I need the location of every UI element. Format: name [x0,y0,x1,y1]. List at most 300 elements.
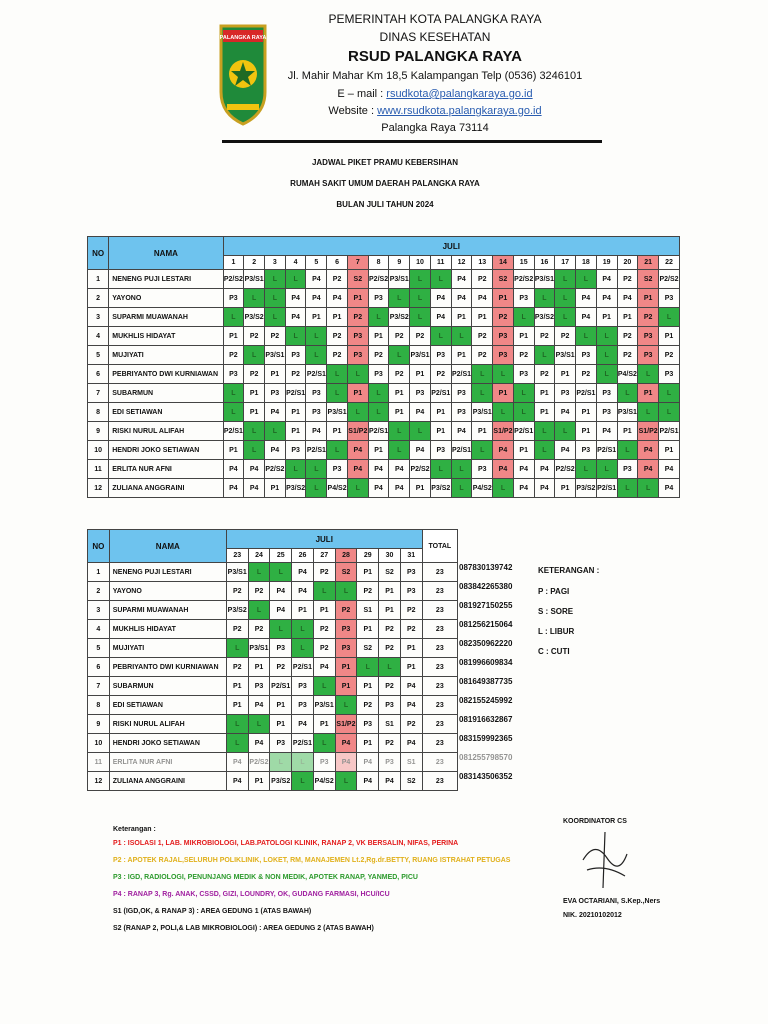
shift-cell: P2 [357,582,379,601]
shift-cell: L [306,327,327,346]
shift-cell: P4 [285,308,306,327]
row-no: 10 [88,441,109,460]
table-row [88,460,680,479]
day-header: 31 [400,549,422,563]
row-no: 4 [88,327,109,346]
shift-cell: P4 [335,753,357,772]
shift-cell: P4 [270,582,292,601]
shift-cell: P2/S1 [596,479,617,498]
day-header: 3 [265,256,286,270]
phone-number: 081256215064 [459,620,513,629]
shift-cell: L [430,327,451,346]
shift-cell: P3 [596,384,617,403]
shift-cell: P2/S2 [658,270,679,289]
shift-cell: P2 [226,658,248,677]
shift-cell: L [265,308,286,327]
day-header: 1 [223,256,244,270]
day-header: 12 [451,256,472,270]
shift-cell: P4 [617,289,638,308]
shift-cell: P4 [451,422,472,441]
shift-cell: P4 [576,308,597,327]
day-header: 19 [596,256,617,270]
shift-cell: L [638,403,659,422]
signature [575,830,630,890]
email-link[interactable]: rsudkota@palangkaraya.go.id [386,88,533,100]
shift-cell: P3 [638,346,659,365]
table-row [88,620,458,639]
table-row [88,601,458,620]
phone-number: 087830139742 [459,563,513,572]
shift-cell: P1 [534,384,555,403]
shift-cell: P2 [534,327,555,346]
shift-cell: P2/S1 [513,422,534,441]
shift-cell: L [576,270,597,289]
phone-number: 081996609834 [459,658,513,667]
phone-number: 083842265380 [459,582,513,591]
shift-cell: P4 [347,460,368,479]
shift-cell: P3 [368,365,389,384]
row-name: NENENG PUJI LESTARI [109,563,226,582]
doc-title-2: RUMAH SAKIT UMUM DAERAH PALANGKA RAYA [290,179,480,188]
row-total: 23 [422,772,457,791]
shift-cell: P3 [617,460,638,479]
shift-cell: P2 [226,582,248,601]
shift-cell: P2 [638,308,659,327]
shift-cell: L [617,441,638,460]
email-label: E – mail : [337,88,387,100]
row-name: NENENG PUJI LESTARI [109,270,223,289]
shift-cell: P2 [576,365,597,384]
shift-cell: P3 [223,365,244,384]
shift-cell: P2/S1 [451,365,472,384]
shift-cell: P3 [472,460,493,479]
shift-cell: P4 [389,460,410,479]
shift-cell: L [335,582,357,601]
shift-cell: P2/S2 [555,460,576,479]
shift-cell: L [265,422,286,441]
shift-cell: L [451,479,472,498]
phone-number: 082350962220 [459,639,513,648]
shift-cell: L [493,403,514,422]
shift-cell: P3 [576,441,597,460]
shift-cell: P3/S1 [248,639,270,658]
row-name: YAYONO [109,582,226,601]
shift-cell: P2 [617,346,638,365]
shift-cell: P3 [638,327,659,346]
shift-cell: P1 [410,479,431,498]
shift-cell: P2/S1 [576,384,597,403]
shift-cell: P1 [357,563,379,582]
schedule-table-1 [87,236,680,498]
row-name: PEBRIYANTO DWI KURNIAWAN [109,658,226,677]
shift-cell: L [270,563,292,582]
shift-cell: P1 [617,422,638,441]
shift-cell: L [389,289,410,308]
day-header: 20 [617,256,638,270]
shift-cell: S2 [638,270,659,289]
shift-cell: P1 [357,620,379,639]
shift-cell: P1 [226,696,248,715]
shift-cell: P1 [555,365,576,384]
shift-cell: L [430,270,451,289]
shift-cell: P3 [513,365,534,384]
row-total: 23 [422,601,457,620]
shift-cell: P4 [493,460,514,479]
col-header-month: JULI [226,530,422,549]
shift-cell: P1 [513,327,534,346]
row-no: 1 [88,563,110,582]
shift-cell: P2 [400,620,422,639]
row-name: SUBARMUN [109,384,223,403]
shift-cell: P4 [226,772,248,791]
shift-cell: L [555,422,576,441]
shift-cell: P2 [400,715,422,734]
shift-cell: L [285,460,306,479]
table-row [88,384,680,403]
shift-cell: L [335,696,357,715]
phone-number: 081649387735 [459,677,513,686]
shift-cell: P4 [430,308,451,327]
table-row [88,365,680,384]
shift-cell: P1 [430,422,451,441]
shift-cell: L [347,479,368,498]
shift-cell: P3/S1 [534,270,555,289]
shift-cell: P1 [327,422,348,441]
shift-cell: L [313,734,335,753]
shift-cell: L [389,441,410,460]
shift-cell: P2 [368,346,389,365]
table-row [88,696,458,715]
table-row [88,734,458,753]
shift-cell: P4 [410,441,431,460]
day-header: 15 [513,256,534,270]
shift-cell: L [410,422,431,441]
shift-cell: L [513,403,534,422]
letterhead-department: DINAS KESEHATAN [379,30,491,44]
shift-cell: P3/S2 [576,479,597,498]
shift-cell: P3 [270,734,292,753]
shift-cell: P3 [368,289,389,308]
shift-cell: P4/S2 [617,365,638,384]
shift-cell: P2/S2 [410,460,431,479]
shift-cell: P3 [513,289,534,308]
shift-cell: P3/S1 [617,403,638,422]
shift-cell: L [658,308,679,327]
shift-cell: P1 [389,384,410,403]
row-no: 10 [88,734,110,753]
row-no: 9 [88,422,109,441]
shift-cell: P2 [226,620,248,639]
shift-cell: P4 [285,289,306,308]
shift-cell: P1 [244,403,265,422]
shift-cell: P3 [451,403,472,422]
shift-cell: P1 [248,772,270,791]
shift-cell: P4 [265,441,286,460]
shift-cell: P4 [223,460,244,479]
shift-cell: P4 [313,658,335,677]
shift-cell: L [379,658,401,677]
shift-cell: P1 [313,601,335,620]
shift-cell: P3 [357,715,379,734]
shift-cell: P4 [306,289,327,308]
row-no: 7 [88,677,110,696]
table-row [88,677,458,696]
phone-number: 081255798570 [459,753,513,762]
shift-cell: P2 [248,620,270,639]
shift-cell: P2 [327,270,348,289]
shift-cell: P2 [430,365,451,384]
day-header: 16 [534,256,555,270]
shift-cell: P1 [265,365,286,384]
shift-cell: P2 [313,620,335,639]
shift-cell: P3 [306,384,327,403]
shift-cell: P3 [327,460,348,479]
shift-cell: L [292,620,314,639]
shift-cell: P4 [400,734,422,753]
shift-cell: P3 [285,441,306,460]
shift-cell: P4 [400,677,422,696]
shift-cell: P4 [327,289,348,308]
letterhead-postal: Palangka Raya 73114 [381,122,489,134]
day-header: 22 [658,256,679,270]
shift-cell: L [306,460,327,479]
shift-cell: L [313,582,335,601]
schedule-table-2 [87,529,458,791]
shift-cell: L [265,289,286,308]
letterhead-government: PEMERINTAH KOTA PALANGKA RAYA [328,12,542,26]
day-header: 28 [335,549,357,563]
row-total: 23 [422,658,457,677]
shift-cell: P2/S2 [248,753,270,772]
shift-cell: P3 [400,582,422,601]
website-link[interactable]: www.rsudkota.palangkaraya.go.id [377,105,542,117]
shift-cell: L [534,422,555,441]
shift-cell: L [658,384,679,403]
shift-cell: L [226,734,248,753]
shift-cell: P2 [534,365,555,384]
shift-cell: P3 [347,327,368,346]
day-header: 7 [347,256,368,270]
phone-number: 083143506352 [459,772,513,781]
shift-cell: L [576,460,597,479]
shift-cell: L [270,620,292,639]
shift-cell: P2 [472,327,493,346]
shift-cell: P4 [223,479,244,498]
row-total: 23 [422,639,457,658]
shift-cell: L [472,441,493,460]
shift-cell: P3/S1 [265,346,286,365]
shift-cell: P3/S1 [555,346,576,365]
shift-cell: P3/S2 [430,479,451,498]
table-row [88,772,458,791]
day-header: 18 [576,256,597,270]
shift-cell: P4 [430,289,451,308]
shift-cell: L [327,384,348,403]
shift-cell: P1 [223,327,244,346]
shift-cell: L [389,346,410,365]
day-header: 21 [638,256,659,270]
shift-cell: L [265,270,286,289]
shift-cell: P1 [226,677,248,696]
phone-number: 081916632867 [459,715,513,724]
shift-cell: P2 [357,696,379,715]
shift-cell: P1 [265,479,286,498]
shift-cell: P1 [472,308,493,327]
footer-note: P1 : ISOLASI 1, LAB. MIKROBIOLOGI, LAB.PATOLOGI KLINIK, RANAP 2, VK BERSALIN, NIFAS, PERINA [113,840,459,847]
row-no: 11 [88,460,109,479]
shift-cell: P2 [555,327,576,346]
row-total: 23 [422,696,457,715]
shift-cell: P2/S1 [292,734,314,753]
shift-cell: P3 [379,696,401,715]
shift-cell: P4 [265,403,286,422]
legend-sore: S : SORE [538,607,574,616]
shift-cell: P1 [368,441,389,460]
shift-cell: P1 [617,308,638,327]
shift-cell: P3/S2 [244,308,265,327]
coordinator-name: EVA OCTARIANI, S.Kep.,Ners [563,898,661,905]
shift-cell: P4 [410,403,431,422]
shift-cell: P3/S2 [285,479,306,498]
row-name: EDI SETIAWAN [109,403,223,422]
shift-cell: L [555,289,576,308]
shift-cell: P2 [335,601,357,620]
shift-cell: P3 [658,365,679,384]
shift-cell: P4 [270,601,292,620]
shift-cell: P3 [335,639,357,658]
table-row [88,563,458,582]
shift-cell: P4 [357,772,379,791]
shift-cell: L [327,441,348,460]
row-no: 6 [88,365,109,384]
shift-cell: P3 [493,346,514,365]
day-header: 24 [248,549,270,563]
shift-cell: L [596,327,617,346]
shift-cell: L [285,327,306,346]
doc-title-1: JADWAL PIKET PRAMU KEBERSIHAN [311,158,459,167]
table-row [88,639,458,658]
row-total: 23 [422,753,457,772]
shift-cell: P2 [658,346,679,365]
table-row [88,308,680,327]
table-row [88,441,680,460]
footer-note: P2 : APOTEK RAJAL,SELURUH POLIKLINIK, LOKET, RM, MANAJEMEN Lt.2,Rg.dr.BETTY, RUANG ISTRAHAT PETUGAS [113,857,511,864]
table-row [88,658,458,677]
day-header: 9 [389,256,410,270]
shift-cell: P1 [658,441,679,460]
shift-cell: L [596,460,617,479]
shift-cell: P2/S2 [368,270,389,289]
legend-libur: L : LIBUR [538,627,575,636]
row-no: 1 [88,270,109,289]
table-row [88,270,680,289]
shift-cell: L [292,772,314,791]
shift-cell: P4 [248,696,270,715]
day-header: 2 [244,256,265,270]
shift-cell: L [410,289,431,308]
shift-cell: P3/S2 [270,772,292,791]
shift-cell: P3 [306,403,327,422]
shift-cell: P2 [617,270,638,289]
shift-cell: P3 [451,384,472,403]
table-row [88,715,458,734]
shift-cell: P1 [285,403,306,422]
shift-cell: P2 [248,582,270,601]
shift-cell: P2/S1 [306,441,327,460]
row-name: ERLITA NUR AFNI [109,460,223,479]
shift-cell: P3 [400,563,422,582]
shift-cell: L [248,601,270,620]
row-name: YAYONO [109,289,223,308]
row-no: 8 [88,696,110,715]
shift-cell: L [555,308,576,327]
shift-cell: L [223,308,244,327]
shift-cell: P4 [379,772,401,791]
shift-cell: P4 [244,460,265,479]
shift-cell: P4 [576,289,597,308]
shift-cell: L [223,403,244,422]
day-header: 17 [555,256,576,270]
table-row [88,479,680,498]
row-name: SUPARMI MUAWANAH [109,601,226,620]
shift-cell: P2/S1 [223,422,244,441]
shift-cell: P1 [306,308,327,327]
shift-cell: L [306,346,327,365]
shift-cell: P1 [347,384,368,403]
shift-cell: L [389,422,410,441]
shift-cell: P1 [244,384,265,403]
shift-cell: L [244,441,265,460]
shift-cell: P2/S1 [368,422,389,441]
shift-cell: P1 [493,384,514,403]
shift-cell: L [451,460,472,479]
shift-cell: L [223,384,244,403]
shift-cell: L [248,563,270,582]
footer-note: S2 (RANAP 2, POLI,& LAB MIKROBIOLOGI) : AREA GEDUNG 2 (ATAS BAWAH) [113,925,374,932]
shift-cell: P2/S2 [223,270,244,289]
shift-cell: P2 [313,563,335,582]
shift-cell: P4 [596,422,617,441]
row-no: 7 [88,384,109,403]
shift-cell: P1 [379,601,401,620]
day-header: 6 [327,256,348,270]
shift-cell: P3/S1 [472,403,493,422]
table-row [88,403,680,422]
shift-cell: L [244,289,265,308]
shift-cell: P2/S1 [270,677,292,696]
shift-cell: S1/P2 [638,422,659,441]
day-header: 5 [306,256,327,270]
shift-cell: L [226,715,248,734]
shift-cell: P4 [306,422,327,441]
shift-cell: P1 [270,715,292,734]
shift-cell: P1 [357,734,379,753]
footer-note: P4 : RANAP 3, Rg. ANAK, CSSD, GIZI, LOUNDRY, OK, GUDANG FARMASI, HCU/ICU [113,891,390,898]
shift-cell: P4 [400,696,422,715]
shift-cell: L [285,270,306,289]
row-no: 8 [88,403,109,422]
shift-cell: P3 [335,620,357,639]
row-name: MUJIYATI [109,346,223,365]
shift-cell: P3 [379,753,401,772]
shift-cell: P3 [292,677,314,696]
shift-cell: P1 [596,308,617,327]
row-total: 23 [422,734,457,753]
shift-cell: P3 [292,696,314,715]
table-row [88,422,680,441]
letterhead-website-row [270,105,600,117]
shift-cell: P4/S2 [472,479,493,498]
